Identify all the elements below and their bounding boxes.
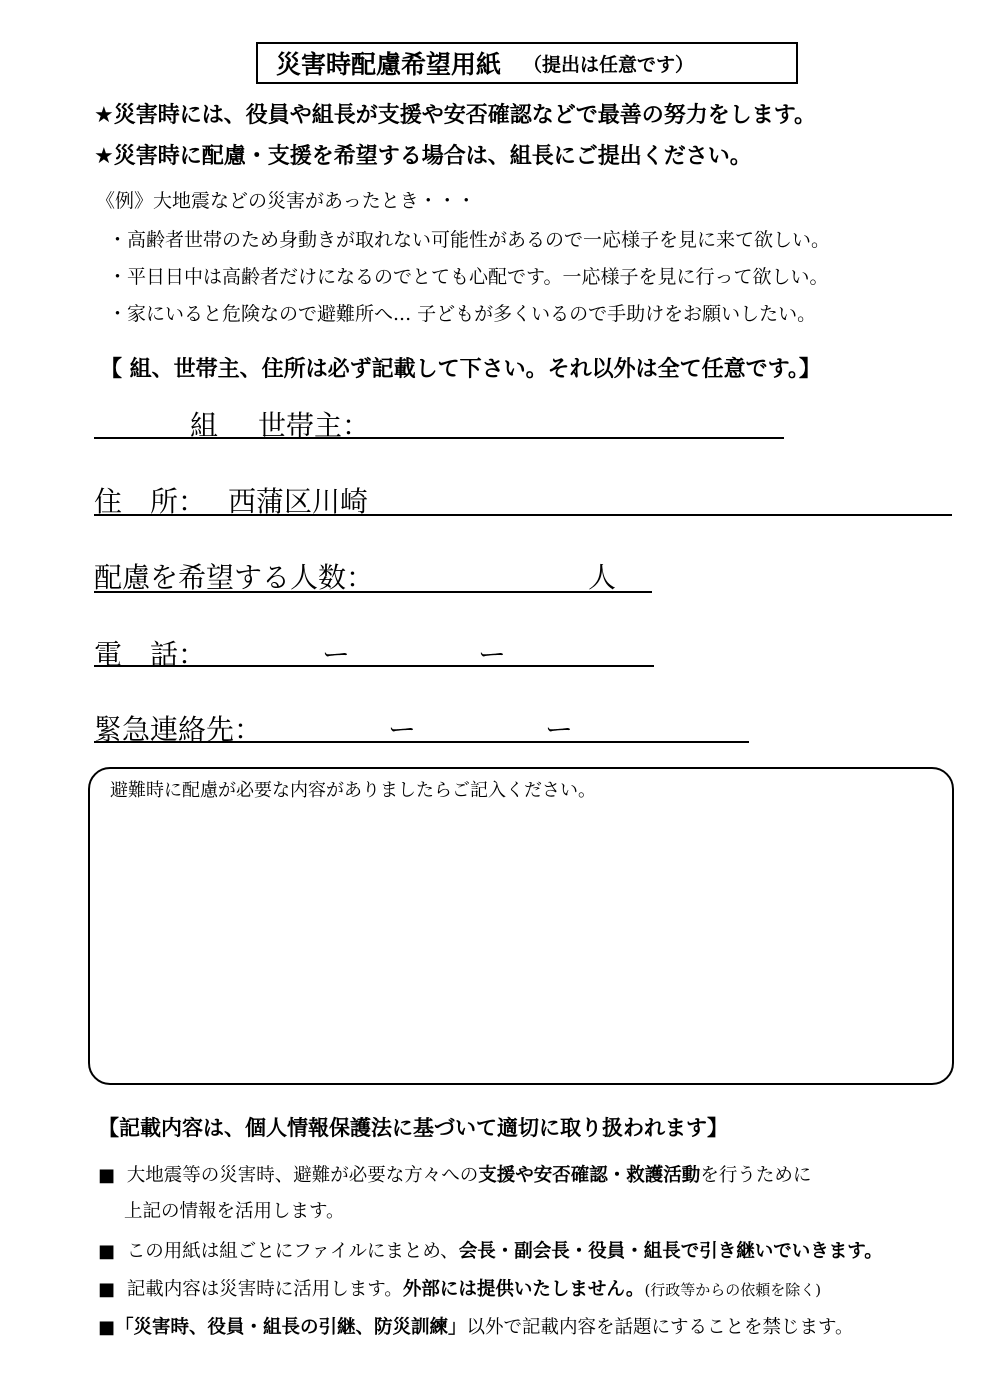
emergency-dash: ー <box>388 713 417 746</box>
notice-2: ★災害時に配慮・支援を希望する場合は、組長にご提出ください。 <box>94 144 752 169</box>
people-unit: 人 <box>588 561 617 594</box>
example-heading: 《例》大地震などの災害があったとき・・・ <box>96 190 476 212</box>
phone-dash: ー <box>478 638 507 671</box>
notes-prompt: 避難時に配慮が必要な内容がありましたらご記入ください。 <box>110 780 596 801</box>
address-input-line[interactable] <box>94 514 952 516</box>
notice-1: ★災害時には、役員や組長が支援や安否確認などで最善の努力をします。 <box>94 103 816 128</box>
notes-textarea[interactable] <box>88 767 954 1085</box>
group-label: 組 <box>190 409 219 442</box>
privacy-item-3: ■ 記載内容は災害時に活用します。外部には提供いたしません。(行政等からの依頼を除く) <box>98 1279 822 1300</box>
title-box <box>256 42 798 84</box>
privacy-item-4: ■「災害時、役員・組長の引継、防災訓練」以外で記載内容を話題にすることを禁じます。 <box>98 1317 854 1338</box>
page-subtitle: （提出は任意です） <box>523 53 695 76</box>
emergency-dash: ー <box>545 713 574 746</box>
privacy-item-2: ■ この用紙は組ごとにファイルにまとめ、会長・副会長・役員・組長で引き継いでいきます。 <box>98 1241 883 1262</box>
address-label: 住 所： <box>94 485 207 518</box>
bullet-square-icon: ■ <box>98 1279 116 1300</box>
emergency-contact-label: 緊急連絡先： <box>94 713 263 746</box>
page-title: 災害時配慮希望用紙 <box>276 50 502 79</box>
privacy-heading: 【記載内容は、個人情報保護法に基づいて適切に取り扱われます】 <box>98 1116 728 1140</box>
privacy-item-1-line-2: 上記の情報を活用します。 <box>124 1201 345 1222</box>
example-item: ・平日日中は高齢者だけになるのでとても心配です。一応様子を見に行って欲しい。 <box>108 266 829 288</box>
bullet-square-icon: ■ <box>98 1317 116 1338</box>
example-item: ・高齢者世帯のため身動きが取れない可能性があるので一応様子を見に来て欲しい。 <box>108 229 831 251</box>
householder-label: 世帯主： <box>258 409 371 442</box>
phone-dash: ー <box>322 638 351 671</box>
bullet-square-icon: ■ <box>98 1241 116 1262</box>
example-item: ・家にいると危険なので避難所へ... 子どもが多くいるので手助けをお願いしたい。 <box>108 303 817 325</box>
phone-label: 電 話： <box>94 638 207 671</box>
required-note: 【 組、世帯主、住所は必ず記載して下さい。それ以外は全て任意です。】 <box>100 357 821 382</box>
people-count-label: 配慮を希望する人数： <box>94 561 375 594</box>
bullet-square-icon: ■ <box>98 1165 116 1186</box>
privacy-item-1: ■ 大地震等の災害時、避難が必要な方々への支援や安否確認・救護活動を行うために <box>98 1165 812 1186</box>
address-value: 西蒲区川崎 <box>228 485 369 518</box>
